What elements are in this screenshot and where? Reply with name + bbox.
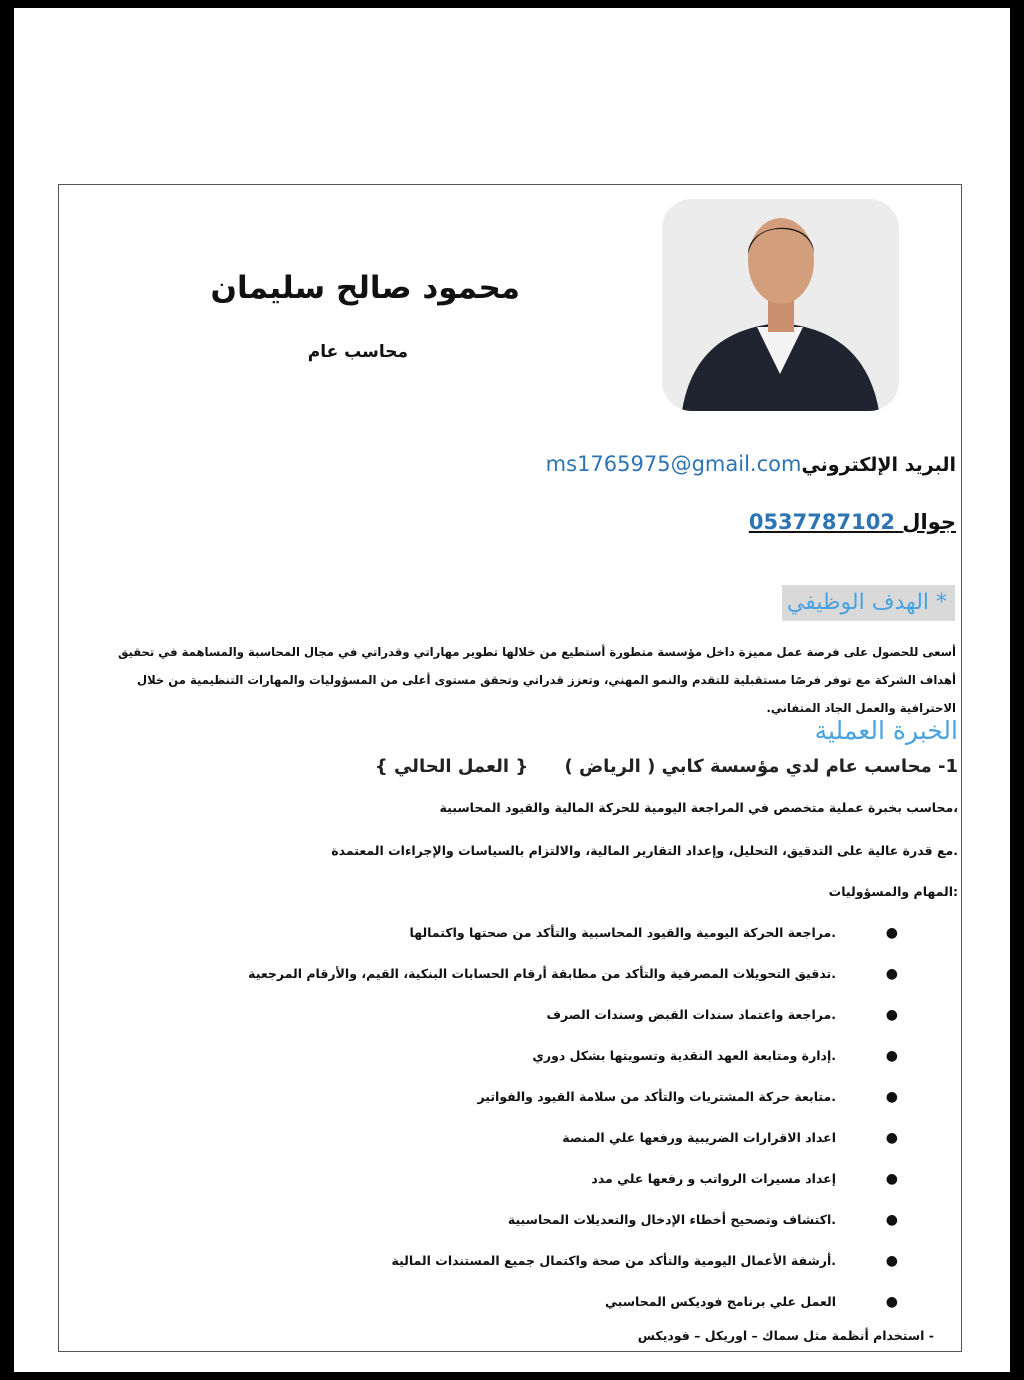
bullet-icon: ● bbox=[885, 1130, 898, 1146]
bullet-icon: ● bbox=[885, 1007, 898, 1023]
list-item: ● .متابعة حركة المشتريات والتأكد من سلامة القيود والفواتير bbox=[118, 1083, 958, 1124]
experience-desc-2: .مع قدرة عالية على التدقيق، التحليل، وإعداد التقارير المالية، والالتزام بالسياسات والإجراءات المعتمدة bbox=[331, 843, 958, 858]
list-item: ● .مراجعة الحركة اليومية والقيود المحاسبية والتأكد من صحتها واكتمالها bbox=[118, 919, 958, 960]
email-link[interactable]: ms1765975@gmail.com bbox=[545, 452, 802, 476]
list-item: ● إعداد مسيرات الرواتب و رفعها علي مدد bbox=[118, 1165, 958, 1206]
phone-row bbox=[749, 510, 956, 534]
bullet-icon: ● bbox=[885, 1212, 898, 1228]
list-item: ● .مراجعة واعتماد سندات القبض وسندات الصرف bbox=[118, 1001, 958, 1042]
job1-title-row bbox=[375, 756, 958, 777]
objective-text: أسعى للحصول على فرصة عمل مميزة داخل مؤسسة متطورة أستطيع من خلالها تطوير مهاراتي وقدراتي في مجال المحاسبة والمساهمة في تحقيق أهداف الشركة مع توفر فرصًا مستقبلية للتقدم والنمو المهني، وتعزز قدراتي وتحقق مستوى أعلى من المسؤوليات والمهارات التنظيمية من خلال الاحترافية والعمل الجاد المتفاني. bbox=[118, 645, 956, 715]
experience-desc-1: ،محاسب بخبرة عملية متخصص في المراجعة اليومية للحركة المالية والقيود المحاسبية bbox=[439, 800, 958, 815]
email-row bbox=[546, 452, 956, 476]
list-item: ● العمل علي برنامج فوديكس المحاسبي bbox=[118, 1288, 958, 1329]
bullet-icon: ● bbox=[885, 1089, 898, 1105]
profile-photo bbox=[662, 199, 899, 411]
phone-label: جوال bbox=[902, 510, 956, 534]
job-title: محاسب عام bbox=[307, 342, 408, 362]
experience-heading: الخبرة العملية bbox=[814, 716, 958, 745]
list-item: ● اعداد الاقرارات الضريبية ورفعها علي المنصة bbox=[118, 1124, 958, 1165]
bullet-icon: ● bbox=[885, 1253, 898, 1269]
bullet-icon: ● bbox=[885, 925, 898, 941]
bullet-icon: ● bbox=[885, 1048, 898, 1064]
list-item: ● .أرشفة الأعمال اليومية والتأكد من صحة واكتمال جميع المستندات المالية bbox=[118, 1247, 958, 1288]
job1-current: { العمل الحالي } bbox=[374, 756, 529, 777]
job1-title: 1- محاسب عام لدي مؤسسة كابي ( الرياض ) bbox=[564, 756, 958, 777]
objective-heading: * الهدف الوظيفي bbox=[782, 585, 955, 621]
bullet-icon: ● bbox=[885, 966, 898, 982]
candidate-name: محمود صالح سليمان bbox=[210, 270, 520, 306]
phone-link[interactable]: 0537787102 bbox=[748, 510, 895, 534]
bullet-icon: ● bbox=[885, 1171, 898, 1187]
bullet-icon: ● bbox=[885, 1294, 898, 1310]
list-item: ● .تدقيق التحويلات المصرفية والتأكد من مطابقة أرقام الحسابات البنكية، القيم، والأرقام المرجعية bbox=[118, 960, 958, 1001]
email-label: البريد الإلكتروني bbox=[801, 454, 956, 476]
tasks-label: :المهام والمسؤوليات bbox=[828, 884, 958, 899]
list-item: ● .إدارة ومتابعة العهد النقدية وتسويتها بشكل دوري bbox=[118, 1042, 958, 1083]
tasks-list bbox=[118, 919, 958, 1329]
systems-line: - استخدام أنظمة مثل سماك – اوريكل – فوديكس bbox=[637, 1328, 934, 1343]
list-item: ● .اكتشاف وتصحيح أخطاء الإدخال والتعديلات المحاسبية bbox=[118, 1206, 958, 1247]
